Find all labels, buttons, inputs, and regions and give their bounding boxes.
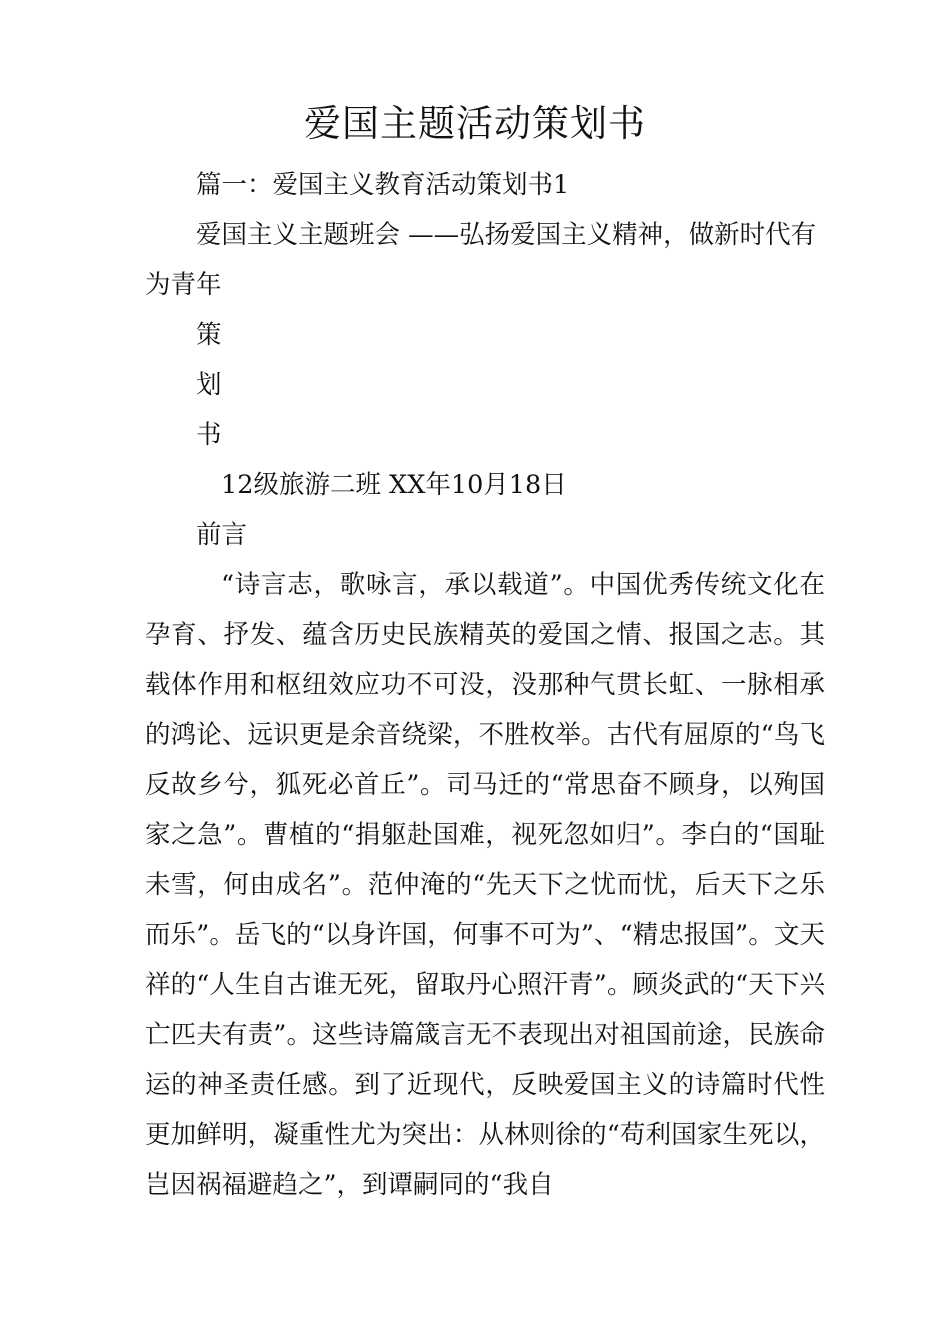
preface-paragraph: “诗言志，歌咏言，承以载道”。中国优秀传统文化在孕育、抒发、蕴含历史民族精英的爱国之情、报国之志。其载体作用和枢纽效应功不可没，没那种气贯长虹、一脉相承的鸿论、远识更是余音绕梁，不胜枚举。古代有屈原的“鸟飞反故乡兮，狐死必首丘”。司马迁的“常思奋不顾身，以殉国家之急”。曹植的“捐躯赴国难，视死忽如归”。李白的“国耻未雪，何由成名”。范仲淹的“先天下之忧而忧，后天下之乐而乐”。岳飞的“以身许国，何事不可为”、“精忠报国”。文天祥的“人生自古谁无死，留取丹心照汗青”。顾炎武的“天下兴亡匹夫有责”。这些诗篇箴言无不表现出对祖国前途，民族命运的神圣责任感。到了近现代，反映爱国主义的诗篇时代性更加鲜明，凝重性尤为突出：从林则徐的“苟利国家生死以，岂因祸福避趋之”，到谭嗣同的“我自	[145, 570, 825, 1200]
vertical-char-1: 策	[196, 320, 222, 350]
vertical-char-2: 划	[196, 370, 222, 400]
section-heading: 篇一：爱国主义教育活动策划书1	[196, 170, 570, 200]
document-body	[145, 160, 825, 1210]
preface-heading: 前言	[196, 520, 248, 550]
document-title: 爱国主题活动策划书	[304, 102, 646, 145]
subtitle-line: 爱国主义主题班会 ——弘扬爱国主义精神，做新时代有为青年	[145, 220, 817, 300]
vertical-char-3: 书	[196, 420, 222, 450]
class-date-line: 12级旅游二班 XX年10月18日	[221, 470, 567, 500]
